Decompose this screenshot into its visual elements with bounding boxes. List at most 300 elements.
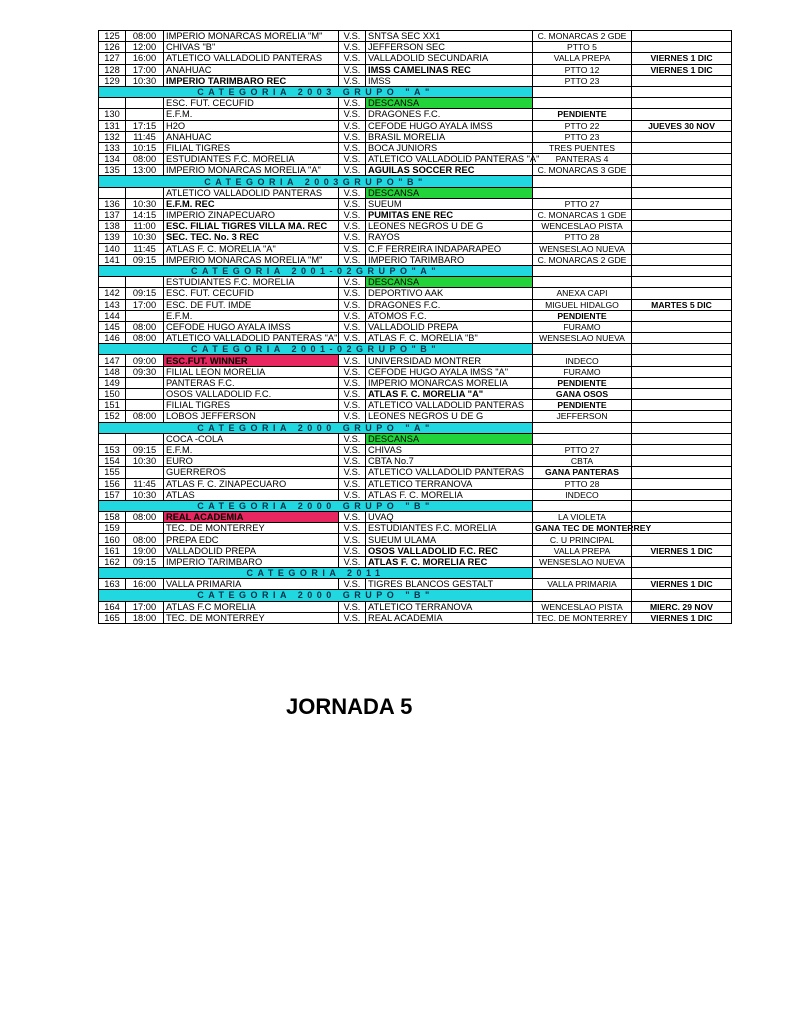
- venue: C. MONARCAS 1 GDE: [533, 210, 632, 221]
- match-time: 10:30: [126, 456, 164, 467]
- versus-label: V.S.: [339, 433, 366, 444]
- match-row: [99, 42, 732, 53]
- venue: [533, 433, 632, 444]
- match-number: 131: [99, 120, 126, 131]
- versus-label: V.S.: [339, 221, 366, 232]
- match-date: [632, 456, 732, 467]
- away-team: DEPORTIVO AAK: [366, 288, 533, 299]
- away-team: UNIVERSIDAD MONTRER: [366, 355, 533, 366]
- match-row: [99, 556, 732, 567]
- away-team: ATLAS F. C. MORELIA: [366, 489, 533, 500]
- match-time: 08:00: [126, 333, 164, 344]
- match-date: [632, 243, 732, 254]
- empty-cell: [533, 86, 632, 97]
- empty-cell: [632, 422, 732, 433]
- home-team: IMPERIO TARIMBARO: [164, 556, 339, 567]
- empty-cell: [632, 590, 732, 601]
- match-date: [632, 333, 732, 344]
- match-date: [632, 411, 732, 422]
- versus-label: V.S.: [339, 98, 366, 109]
- match-number: 143: [99, 299, 126, 310]
- versus-label: V.S.: [339, 467, 366, 478]
- venue: PTTO 22: [533, 120, 632, 131]
- venue: PTTO 23: [533, 75, 632, 86]
- away-team: DRAGONES F.C.: [366, 299, 533, 310]
- home-team: FILIAL LEON MORELIA: [164, 366, 339, 377]
- match-number: 127: [99, 53, 126, 64]
- empty-cell: [632, 265, 732, 276]
- match-date: [632, 109, 732, 120]
- match-row: [99, 355, 732, 366]
- away-team: CEFODE HUGO AYALA IMSS "A": [366, 366, 533, 377]
- match-number: 159: [99, 523, 126, 534]
- match-row: [99, 53, 732, 64]
- match-time: [126, 400, 164, 411]
- versus-label: V.S.: [339, 210, 366, 221]
- category-label: CATEGORIA 2000 GRUPO "B": [99, 500, 533, 511]
- match-time: [126, 98, 164, 109]
- versus-label: V.S.: [339, 198, 366, 209]
- empty-cell: [632, 500, 732, 511]
- venue: WENCESLAO PISTA: [533, 601, 632, 612]
- match-row: [99, 142, 732, 153]
- versus-label: V.S.: [339, 523, 366, 534]
- match-row: [99, 512, 732, 523]
- venue: PTTO 28: [533, 478, 632, 489]
- match-number: [99, 98, 126, 109]
- venue: WENSESLAO NUEVA: [533, 556, 632, 567]
- match-time: 12:00: [126, 42, 164, 53]
- venue: PTTO 23: [533, 131, 632, 142]
- match-date: [632, 154, 732, 165]
- match-number: 150: [99, 389, 126, 400]
- venue: C. MONARCAS 2 GDE: [533, 31, 632, 42]
- match-row: [99, 478, 732, 489]
- home-team: E.F.M.: [164, 109, 339, 120]
- match-time: 08:00: [126, 512, 164, 523]
- away-team: PUMITAS ENE REC: [366, 210, 533, 221]
- match-date: VIERNES 1 DIC: [632, 579, 732, 590]
- versus-label: V.S.: [339, 254, 366, 265]
- home-team: ESTUDIANTES F.C. MORELIA: [164, 154, 339, 165]
- versus-label: V.S.: [339, 232, 366, 243]
- venue: C. MONARCAS 2 GDE: [533, 254, 632, 265]
- match-date: [632, 221, 732, 232]
- match-number: 137: [99, 210, 126, 221]
- match-number: 155: [99, 467, 126, 478]
- match-date: [632, 142, 732, 153]
- match-date: [632, 400, 732, 411]
- match-date: [632, 42, 732, 53]
- match-number: 129: [99, 75, 126, 86]
- venue: FURAMO: [533, 366, 632, 377]
- match-number: 144: [99, 310, 126, 321]
- versus-label: V.S.: [339, 478, 366, 489]
- match-row: [99, 489, 732, 500]
- versus-label: V.S.: [339, 411, 366, 422]
- match-date: [632, 444, 732, 455]
- home-team: EURO: [164, 456, 339, 467]
- match-date: [632, 288, 732, 299]
- match-row: [99, 545, 732, 556]
- category-label: CATEGORIA 2011: [99, 568, 533, 579]
- venue: VALLA PREPA: [533, 545, 632, 556]
- versus-label: V.S.: [339, 243, 366, 254]
- venue: WENSESLAO NUEVA: [533, 333, 632, 344]
- away-team: IMPERIO TARIMBARO: [366, 254, 533, 265]
- match-number: 132: [99, 131, 126, 142]
- home-team: IMPERIO TARIMBARO REC: [164, 75, 339, 86]
- versus-label: V.S.: [339, 556, 366, 567]
- home-team: COCA -COLA: [164, 433, 339, 444]
- versus-label: V.S.: [339, 355, 366, 366]
- match-number: 130: [99, 109, 126, 120]
- match-number: 128: [99, 64, 126, 75]
- category-label: CATEGORIA 2001-02GRUPO"A": [99, 265, 533, 276]
- home-team: H2O: [164, 120, 339, 131]
- versus-label: V.S.: [339, 165, 366, 176]
- match-row: [99, 444, 732, 455]
- match-time: 10:30: [126, 232, 164, 243]
- venue: PENDIENTE: [533, 377, 632, 388]
- match-number: 164: [99, 601, 126, 612]
- match-date: [632, 467, 732, 478]
- home-team: ATLAS: [164, 489, 339, 500]
- category-header: [99, 500, 732, 511]
- venue: FURAMO: [533, 321, 632, 332]
- match-number: 154: [99, 456, 126, 467]
- match-number: 153: [99, 444, 126, 455]
- match-number: 158: [99, 512, 126, 523]
- match-time: 09:15: [126, 556, 164, 567]
- away-team: CBTA No.7: [366, 456, 533, 467]
- away-team: LEONES NEGROS U DE G: [366, 411, 533, 422]
- venue: WENCESLAO PISTA: [533, 221, 632, 232]
- venue: MIGUEL HIDALGO: [533, 299, 632, 310]
- venue: PTTO 27: [533, 198, 632, 209]
- home-team: ANAHUAC: [164, 131, 339, 142]
- match-date: [632, 277, 732, 288]
- match-row: [99, 154, 732, 165]
- match-row: [99, 400, 732, 411]
- home-team: TEC. DE MONTERREY: [164, 523, 339, 534]
- versus-label: V.S.: [339, 142, 366, 153]
- category-header: [99, 590, 732, 601]
- versus-label: V.S.: [339, 377, 366, 388]
- versus-label: V.S.: [339, 534, 366, 545]
- match-row: [99, 98, 732, 109]
- match-date: [632, 512, 732, 523]
- home-team: ESC.FUT. WINNER: [164, 355, 339, 366]
- category-header: [99, 422, 732, 433]
- match-date: [632, 489, 732, 500]
- match-time: 09:00: [126, 355, 164, 366]
- match-number: 160: [99, 534, 126, 545]
- page-title: JORNADA 5: [286, 694, 413, 719]
- match-row: [99, 232, 732, 243]
- match-number: 142: [99, 288, 126, 299]
- home-team: ATLETICO VALLADOLID PANTERAS: [164, 187, 339, 198]
- match-date: [632, 75, 732, 86]
- versus-label: V.S.: [339, 310, 366, 321]
- venue: WENSESLAO NUEVA: [533, 243, 632, 254]
- match-number: [99, 433, 126, 444]
- match-row: [99, 601, 732, 612]
- away-team: ATLAS F. C. MORELIA REC: [366, 556, 533, 567]
- versus-label: V.S.: [339, 154, 366, 165]
- match-row: [99, 165, 732, 176]
- versus-label: V.S.: [339, 75, 366, 86]
- match-number: 134: [99, 154, 126, 165]
- match-row: [99, 210, 732, 221]
- match-row: [99, 187, 732, 198]
- category-header: [99, 265, 732, 276]
- match-time: [126, 389, 164, 400]
- schedule-rows: [99, 31, 732, 624]
- away-team: OSOS VALLADOLID F.C. REC: [366, 545, 533, 556]
- home-team: ATLETICO VALLADOLID PANTERAS: [164, 53, 339, 64]
- away-team: ESTUDIANTES F.C. MORELIA: [366, 523, 533, 534]
- venue: PENDIENTE: [533, 109, 632, 120]
- match-time: 17:00: [126, 64, 164, 75]
- match-time: [126, 310, 164, 321]
- match-time: 18:00: [126, 612, 164, 623]
- away-team: ATLETICO VALLADOLID PANTERAS: [366, 467, 533, 478]
- empty-cell: [533, 344, 632, 355]
- home-team: VALLA PRIMARIA: [164, 579, 339, 590]
- category-header: [99, 568, 732, 579]
- venue: PTTO 27: [533, 444, 632, 455]
- home-team: PREPA EDC: [164, 534, 339, 545]
- match-number: 149: [99, 377, 126, 388]
- match-time: 13:00: [126, 165, 164, 176]
- schedule-table: [98, 30, 732, 624]
- match-time: 16:00: [126, 53, 164, 64]
- match-row: [99, 109, 732, 120]
- venue: VALLA PRIMARIA: [533, 579, 632, 590]
- venue: C. U PRINCIPAL: [533, 534, 632, 545]
- versus-label: V.S.: [339, 299, 366, 310]
- match-number: 133: [99, 142, 126, 153]
- versus-label: V.S.: [339, 545, 366, 556]
- away-team: LEONES NEGROS U DE G: [366, 221, 533, 232]
- versus-label: V.S.: [339, 42, 366, 53]
- match-date: MARTES 5 DIC: [632, 299, 732, 310]
- venue: JEFFERSON: [533, 411, 632, 422]
- match-row: [99, 221, 732, 232]
- away-team: VALLADOLID SECUNDARIA: [366, 53, 533, 64]
- match-row: [99, 277, 732, 288]
- away-team: JEFFERSON SEC: [366, 42, 533, 53]
- match-number: 148: [99, 366, 126, 377]
- away-team: BOCA JUNIORS: [366, 142, 533, 153]
- away-team: SUEUM ULAMA: [366, 534, 533, 545]
- home-team: IMPERIO MONARCAS MORELIA "A": [164, 165, 339, 176]
- home-team: TEC. DE MONTERREY: [164, 612, 339, 623]
- category-label: CATEGORIA 2000 GRUPO "B": [99, 590, 533, 601]
- empty-cell: [632, 176, 732, 187]
- venue: PANTERAS 4: [533, 154, 632, 165]
- match-date: MIERC. 29 NOV: [632, 601, 732, 612]
- home-team: VALLADOLID PREPA: [164, 545, 339, 556]
- match-number: 165: [99, 612, 126, 623]
- match-row: [99, 64, 732, 75]
- match-date: VIERNES 1 DIC: [632, 64, 732, 75]
- away-team: IMSS: [366, 75, 533, 86]
- match-time: [126, 109, 164, 120]
- match-number: 125: [99, 31, 126, 42]
- versus-label: V.S.: [339, 64, 366, 75]
- home-team: IMPERIO ZINAPECUARO: [164, 210, 339, 221]
- match-date: [632, 310, 732, 321]
- match-number: 135: [99, 165, 126, 176]
- match-number: 141: [99, 254, 126, 265]
- away-team: VALLADOLID PREPA: [366, 321, 533, 332]
- match-row: [99, 411, 732, 422]
- venue: PENDIENTE: [533, 400, 632, 411]
- versus-label: V.S.: [339, 109, 366, 120]
- away-team: SUEUM: [366, 198, 533, 209]
- venue: VALLA PREPA: [533, 53, 632, 64]
- match-date: VIERNES 1 DIC: [632, 545, 732, 556]
- venue: GANA TEC DE MONTERREY: [533, 523, 632, 534]
- match-date: VIERNES 1 DIC: [632, 612, 732, 623]
- match-time: 08:00: [126, 411, 164, 422]
- match-time: 08:00: [126, 534, 164, 545]
- match-row: [99, 366, 732, 377]
- match-date: [632, 98, 732, 109]
- home-team: E.F.M.: [164, 444, 339, 455]
- match-date: [632, 556, 732, 567]
- venue: ANEXA CAPI: [533, 288, 632, 299]
- versus-label: V.S.: [339, 288, 366, 299]
- match-date: [632, 254, 732, 265]
- versus-label: V.S.: [339, 321, 366, 332]
- home-team: ESC. FILIAL TIGRES VILLA MA. REC: [164, 221, 339, 232]
- match-number: 163: [99, 579, 126, 590]
- match-row: [99, 321, 732, 332]
- home-team: E.F.M. REC: [164, 198, 339, 209]
- match-row: [99, 377, 732, 388]
- match-time: 19:00: [126, 545, 164, 556]
- match-number: [99, 277, 126, 288]
- away-team: BRASIL MORELIA: [366, 131, 533, 142]
- versus-label: V.S.: [339, 277, 366, 288]
- venue: CBTA: [533, 456, 632, 467]
- match-date: [632, 165, 732, 176]
- home-team: ATLAS F.C MORELIA: [164, 601, 339, 612]
- match-time: [126, 433, 164, 444]
- venue: GANA PANTERAS: [533, 467, 632, 478]
- match-time: 11:00: [126, 221, 164, 232]
- match-time: 08:00: [126, 321, 164, 332]
- match-time: 16:00: [126, 579, 164, 590]
- venue: [533, 187, 632, 198]
- match-date: [632, 389, 732, 400]
- home-team: GUERREROS: [164, 467, 339, 478]
- match-time: 11:45: [126, 478, 164, 489]
- home-team: CEFODE HUGO AYALA IMSS: [164, 321, 339, 332]
- match-time: 10:30: [126, 198, 164, 209]
- home-team: ESC. FUT. CECUFID: [164, 98, 339, 109]
- away-team: UVAQ: [366, 512, 533, 523]
- match-time: [126, 187, 164, 198]
- home-team: CHIVAS "B": [164, 42, 339, 53]
- category-label: CATEGORIA 2000 GRUPO "A": [99, 422, 533, 433]
- venue: [533, 98, 632, 109]
- empty-cell: [533, 568, 632, 579]
- match-number: 138: [99, 221, 126, 232]
- match-row: [99, 31, 732, 42]
- away-team: IMSS CAMELINAS REC: [366, 64, 533, 75]
- versus-label: V.S.: [339, 187, 366, 198]
- away-team: C.F FERREIRA INDAPARAPEO: [366, 243, 533, 254]
- venue: C. MONARCAS 3 GDE: [533, 165, 632, 176]
- away-team: ATLAS F. C. MORELIA "A": [366, 389, 533, 400]
- home-team: IMPERIO MONARCAS MORELIA "M": [164, 254, 339, 265]
- match-date: [632, 198, 732, 209]
- venue: INDECO: [533, 489, 632, 500]
- empty-cell: [632, 568, 732, 579]
- match-row: [99, 389, 732, 400]
- empty-cell: [533, 176, 632, 187]
- versus-label: V.S.: [339, 444, 366, 455]
- away-team: RAYOS: [366, 232, 533, 243]
- match-time: 09:15: [126, 254, 164, 265]
- home-team: PANTERAS F.C.: [164, 377, 339, 388]
- away-team: DRAGONES F.C.: [366, 109, 533, 120]
- venue: PTTO 5: [533, 42, 632, 53]
- match-date: [632, 131, 732, 142]
- empty-cell: [533, 500, 632, 511]
- versus-label: V.S.: [339, 612, 366, 623]
- versus-label: V.S.: [339, 456, 366, 467]
- category-label: CATEGORIA 2003GRUPO"B": [99, 176, 533, 187]
- home-team: IMPERIO MONARCAS MORELIA "M": [164, 31, 339, 42]
- match-time: 09:15: [126, 288, 164, 299]
- category-label: CATEGORIA 2001-02GRUPO"B": [99, 344, 533, 355]
- home-team: FILIAL TIGRES: [164, 400, 339, 411]
- venue: TRES PUENTES: [533, 142, 632, 153]
- match-date: [632, 377, 732, 388]
- match-time: 17:00: [126, 601, 164, 612]
- match-row: [99, 254, 732, 265]
- match-number: 136: [99, 198, 126, 209]
- away-team: DESCANSA: [366, 277, 533, 288]
- home-team: ATLAS F. C. ZINAPECUARO: [164, 478, 339, 489]
- match-row: [99, 299, 732, 310]
- match-row: [99, 310, 732, 321]
- match-row: [99, 243, 732, 254]
- versus-label: V.S.: [339, 389, 366, 400]
- home-team: SEC. TEC. No. 3 REC: [164, 232, 339, 243]
- venue: INDECO: [533, 355, 632, 366]
- match-number: 157: [99, 489, 126, 500]
- versus-label: V.S.: [339, 579, 366, 590]
- match-row: [99, 579, 732, 590]
- match-time: 11:45: [126, 131, 164, 142]
- empty-cell: [632, 344, 732, 355]
- empty-cell: [533, 265, 632, 276]
- venue: PTTO 28: [533, 232, 632, 243]
- match-time: 08:00: [126, 154, 164, 165]
- away-team: ATOMOS F.C.: [366, 310, 533, 321]
- venue: GANA OSOS: [533, 389, 632, 400]
- away-team: ATLETICO VALLADOLID PANTERAS: [366, 400, 533, 411]
- match-number: 146: [99, 333, 126, 344]
- match-row: [99, 456, 732, 467]
- match-time: [126, 467, 164, 478]
